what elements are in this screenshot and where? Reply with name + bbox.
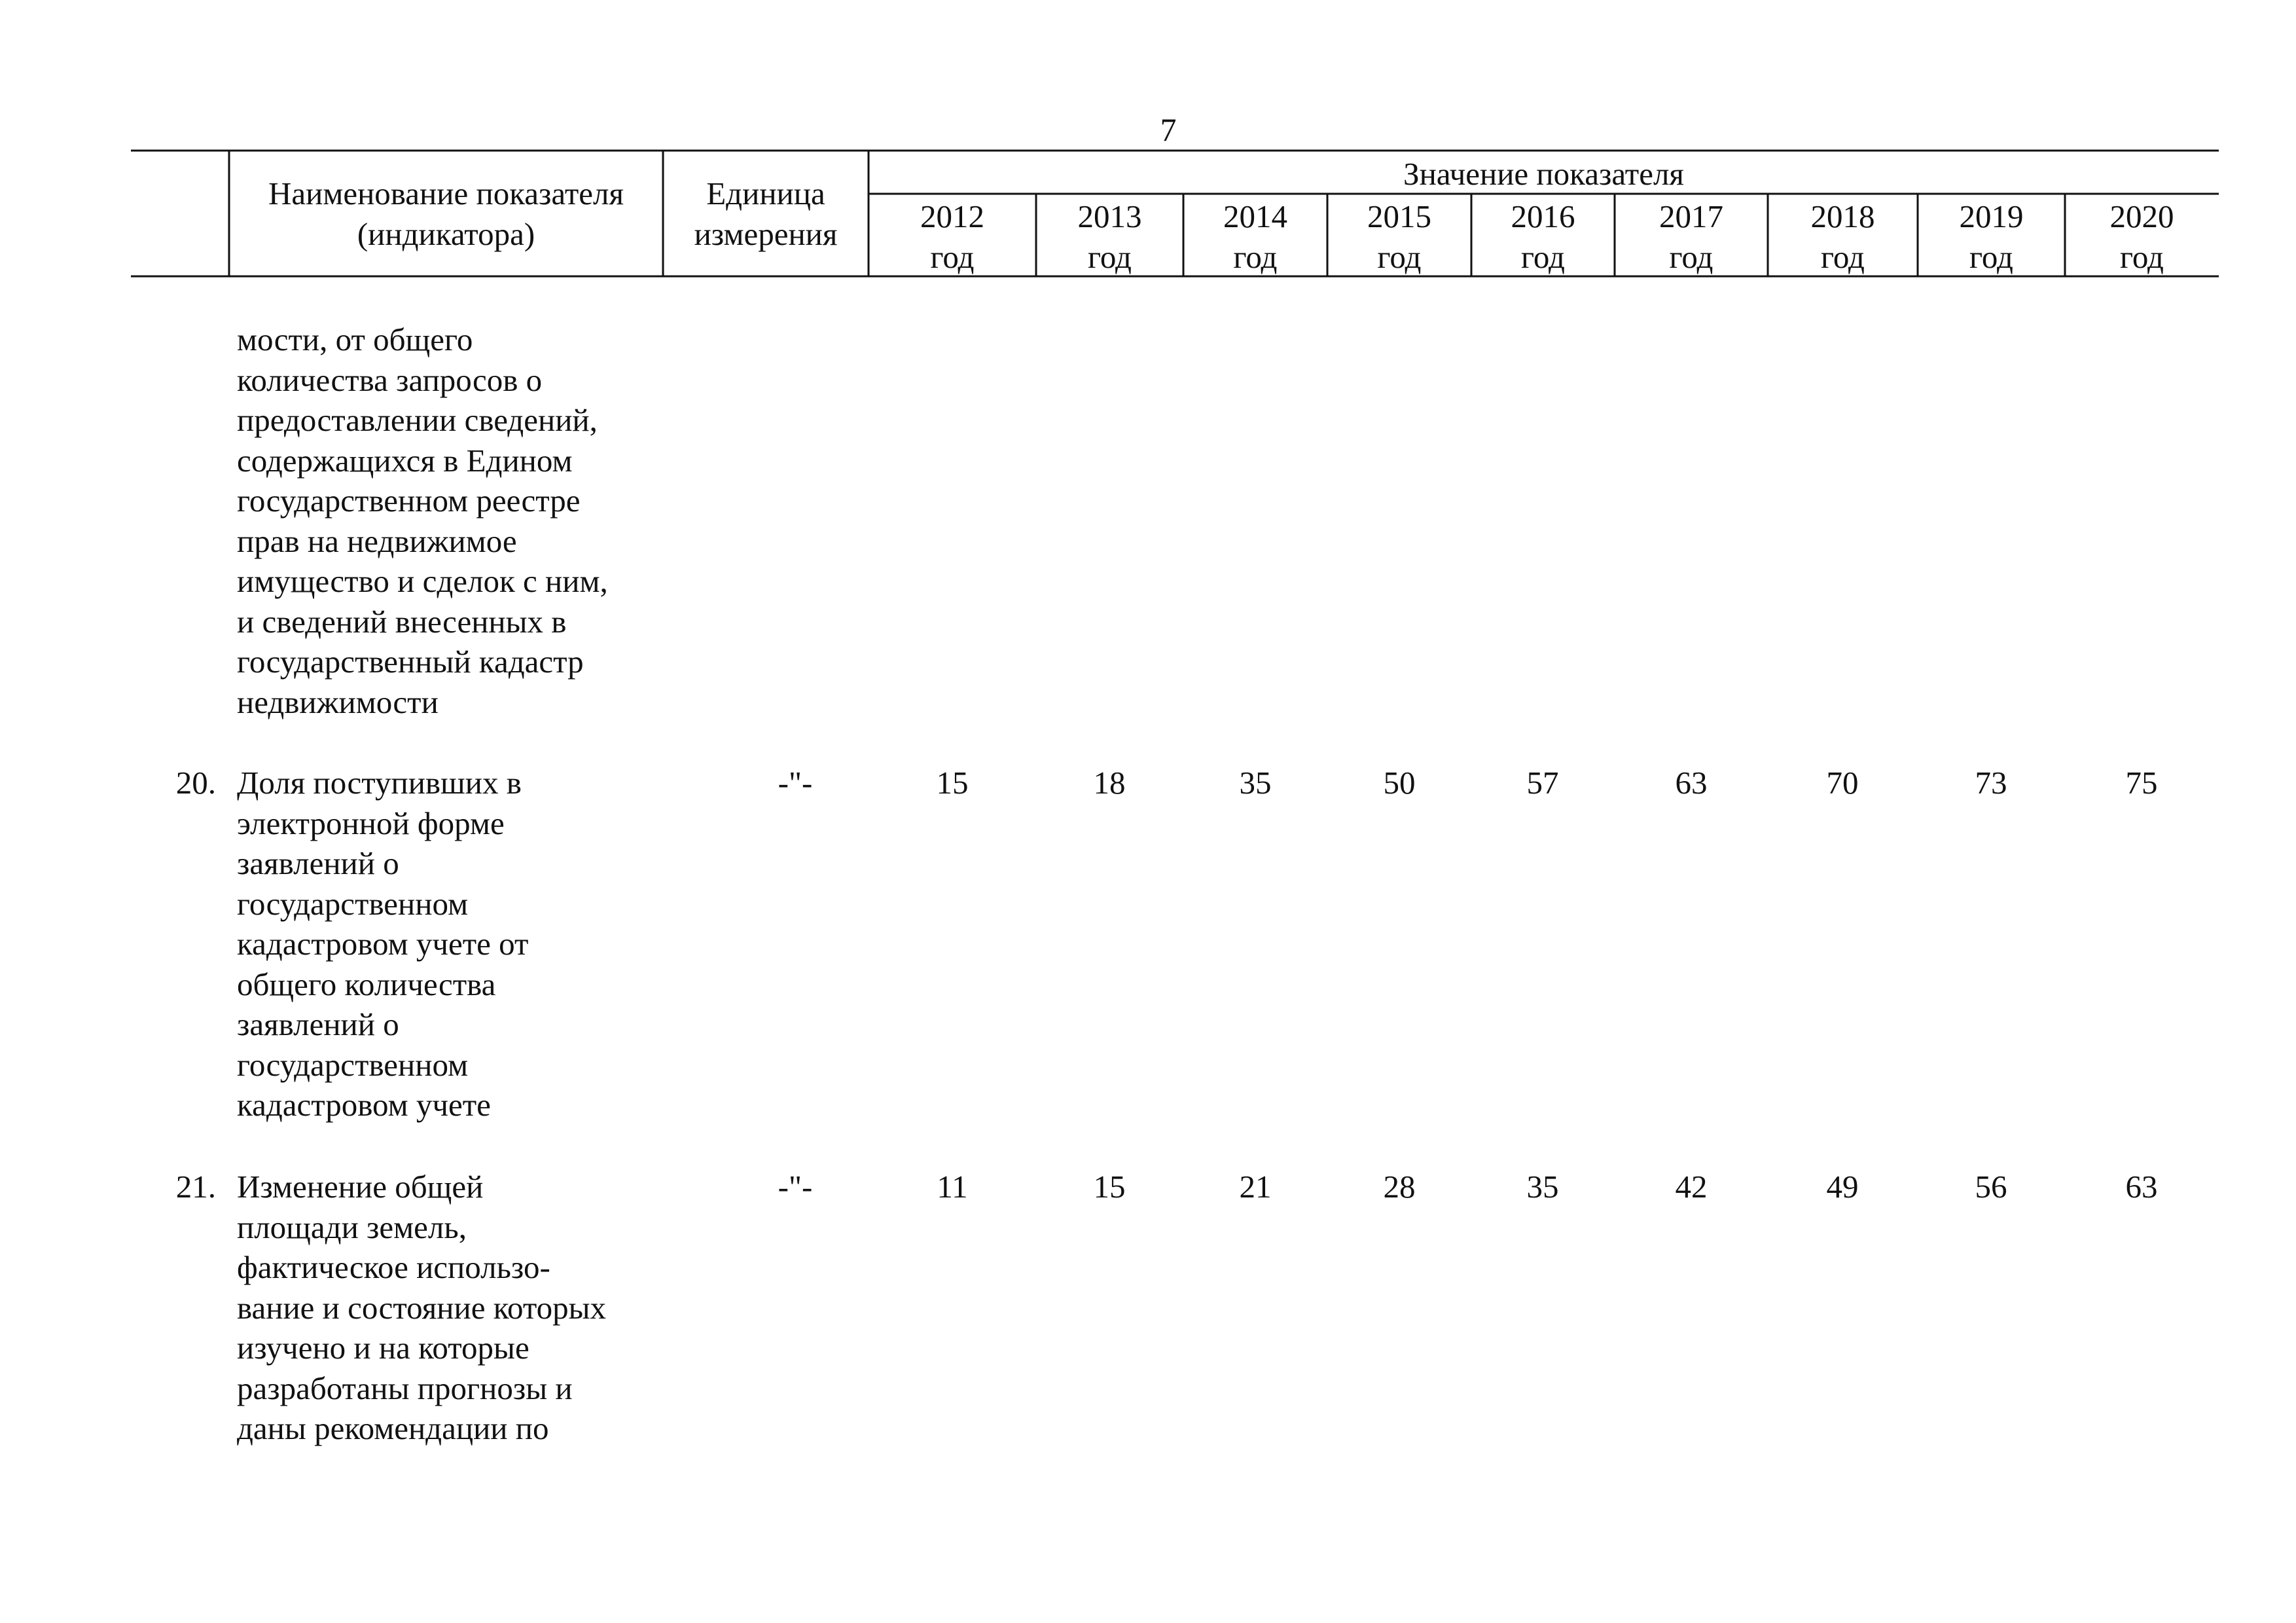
row-value-2017: 63 [1675, 765, 1708, 801]
row-value-2013: 18 [1093, 765, 1126, 801]
row-name: Доля поступивших в электронной форме заявлений о государственном кадастровом учете от общего количества заявлений о государственном кадастровом учете [237, 765, 529, 1123]
header-year: 2015 [1367, 198, 1431, 234]
row-value-2015: 28 [1383, 1169, 1416, 1205]
row-value-2020: 75 [2125, 765, 2158, 801]
header-year: 2014 [1223, 198, 1287, 234]
header-unit-line1: Единица [706, 175, 825, 211]
header-year: 2017 [1659, 198, 1723, 234]
row-name: Изменение общей площади земель, фактическое использо- вание и состояние которых изучено и на которые разработаны прогнозы и даны рекомендации по [237, 1169, 607, 1446]
row-value-2014: 21 [1239, 1169, 1272, 1205]
header-unit-line2: измерения [694, 216, 838, 252]
header-year-suffix: год [1521, 239, 1565, 275]
header-year: 2013 [1077, 198, 1142, 234]
row-number: 21. [175, 1169, 216, 1205]
header-value-group: Значение показателя [1403, 156, 1684, 192]
header-year-suffix: год [1233, 239, 1278, 275]
header-year-suffix: год [1821, 239, 1865, 275]
row-value-2016: 35 [1526, 1169, 1559, 1205]
header-year: 2020 [2109, 198, 2174, 234]
row-value-2016: 57 [1526, 765, 1559, 801]
header-year-suffix: год [1377, 239, 1422, 275]
header-year-suffix: год [930, 239, 975, 275]
header-year: 2019 [1959, 198, 2024, 234]
row-value-2012: 11 [937, 1169, 968, 1205]
header-year-suffix: год [1088, 239, 1132, 275]
header-year: 2012 [920, 198, 984, 234]
row-value-2018: 49 [1826, 1169, 1859, 1205]
row-continuation-name: мости, от общего количества запросов о предоставлении сведений, содержащихся в Едином государственном реестре прав на недвижимое имущество и сделок с ним, и сведений внесенных в государственный кадастр недвижимости [237, 321, 608, 720]
row-value-2012: 15 [936, 765, 969, 801]
header-year-suffix: год [1669, 239, 1713, 275]
header-year: 2018 [1810, 198, 1875, 234]
row-unit: -"- [778, 765, 813, 801]
header-name-line2: (индикатора) [357, 216, 535, 252]
header-name-line1: Наименование показателя [268, 175, 624, 211]
row-value-2014: 35 [1239, 765, 1272, 801]
row-value-2017: 42 [1675, 1169, 1708, 1205]
row-value-2020: 63 [2125, 1169, 2158, 1205]
header-year-suffix: год [1969, 239, 2013, 275]
header-year-suffix: год [2120, 239, 2164, 275]
row-unit: -"- [778, 1169, 813, 1205]
row-value-2015: 50 [1383, 765, 1416, 801]
row-value-2019: 56 [1975, 1169, 2007, 1205]
row-value-2018: 70 [1826, 765, 1859, 801]
row-value-2019: 73 [1975, 765, 2007, 801]
row-number: 20. [175, 765, 216, 801]
page-number: 7 [1160, 111, 1177, 148]
header-year: 2016 [1511, 198, 1575, 234]
row-value-2013: 15 [1093, 1169, 1126, 1205]
